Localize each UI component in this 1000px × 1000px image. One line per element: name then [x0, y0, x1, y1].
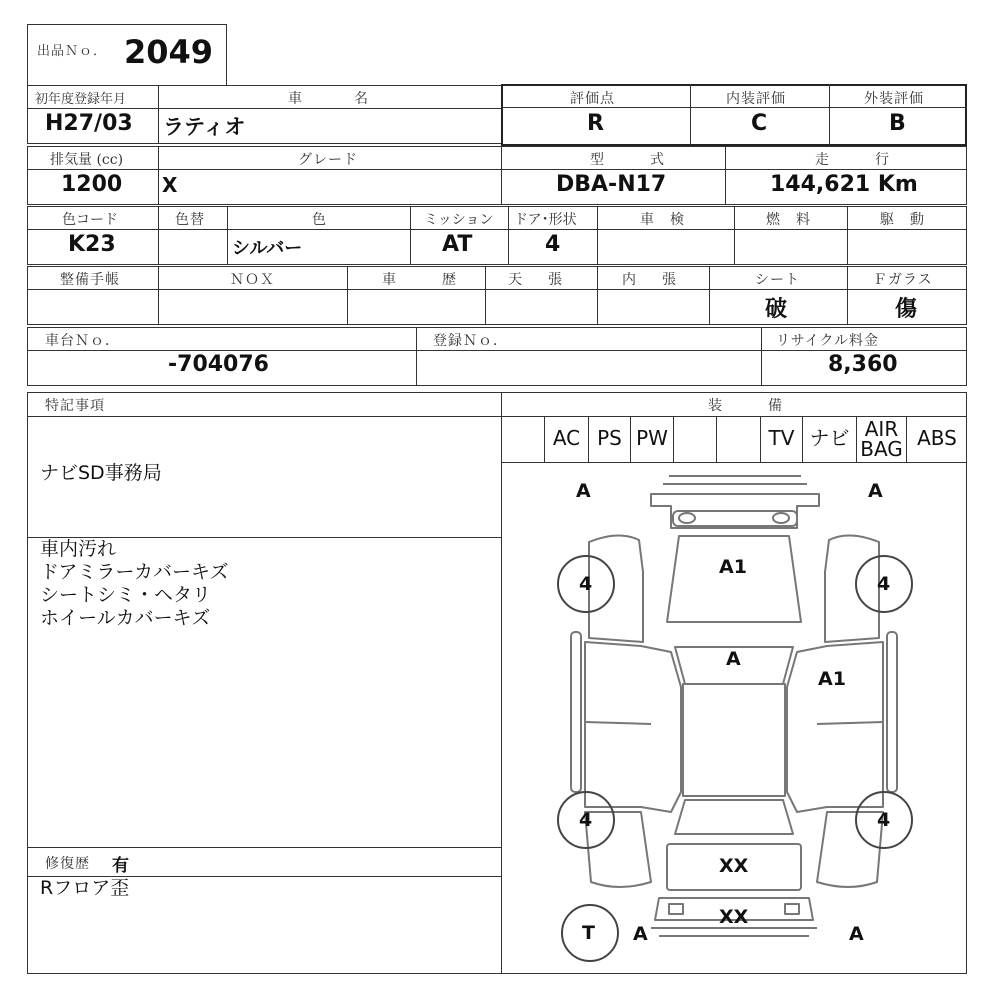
grade-cell	[158, 169, 502, 205]
mark-right-side: A1	[818, 668, 846, 690]
car-diagram	[501, 462, 967, 974]
left-mirror	[571, 632, 581, 792]
regno-cell	[416, 350, 762, 386]
chassis-value: -704076	[168, 352, 269, 377]
roof-outline	[683, 684, 785, 796]
score-divider-2	[829, 84, 830, 146]
left-fender	[589, 535, 643, 642]
displacement-value: 1200	[61, 172, 123, 197]
equip-airbag: AIR BAG	[857, 417, 907, 463]
maint-label: 整備手帳	[60, 272, 120, 288]
fuel-label: 燃 料	[766, 212, 811, 228]
drive-label: 駆 動	[880, 212, 925, 228]
model-value: DBA-N17	[556, 172, 667, 197]
drive-cell	[847, 229, 967, 265]
equip-cell-6	[717, 417, 761, 463]
rear-window-outline	[675, 800, 793, 834]
mark-windshield: A	[726, 648, 741, 670]
score-divider-1	[690, 84, 691, 146]
left-front-door-line	[585, 722, 651, 724]
repair-value: 有	[112, 856, 129, 876]
mark-front-right: A	[868, 480, 883, 502]
repair-label-cell	[27, 847, 502, 877]
left-body	[585, 642, 681, 812]
exterior-score-label: 外装評価	[864, 91, 924, 107]
recycle-label: リサイクル料金	[776, 333, 880, 349]
mark-trunk: XX	[719, 855, 749, 877]
mileage-label: 走 行	[815, 152, 895, 168]
right-front-door-line	[817, 722, 883, 724]
lot-number: 2049	[124, 33, 214, 71]
seat-value: 破	[765, 296, 788, 322]
color-label: 色	[312, 212, 327, 228]
lot-label: 出品Ｎｏ．	[37, 44, 108, 59]
note-line-4: ホイールカバーキズ	[40, 607, 211, 629]
mark-front-left: A	[576, 480, 591, 502]
grade-label: グレード	[298, 152, 358, 168]
score-label: 評価点	[570, 91, 615, 107]
regno-label: 登録Ｎｏ．	[433, 333, 508, 349]
inspection-label: 車 検	[640, 212, 685, 228]
repaint-cell	[158, 229, 228, 265]
glass-value: 傷	[895, 296, 918, 322]
rear-light-right	[785, 904, 799, 914]
rear-light-left	[669, 904, 683, 914]
first-reg-label: 初年度登録年月	[35, 92, 127, 107]
history-label: 車 歴	[382, 272, 462, 288]
equip-cell-5	[674, 417, 717, 463]
interior-score-label: 内装評価	[726, 91, 786, 107]
glass-label: Ｆガラス	[873, 272, 933, 288]
mark-hood: A1	[719, 556, 747, 578]
mileage-value: 144,621 Km	[770, 172, 918, 197]
left-rear-fender	[585, 812, 651, 887]
roof-cell	[485, 289, 598, 325]
hood-outline	[667, 536, 801, 622]
equip-ps: PS	[589, 417, 631, 463]
exterior-score-value: B	[889, 111, 906, 136]
chassis-label: 車台Ｎｏ．	[45, 333, 120, 349]
mark-rear-right: A	[849, 923, 864, 945]
equip-navi: ナビ	[803, 417, 857, 463]
seat-label: シート	[755, 272, 800, 288]
mark-tire-rl: 4	[579, 809, 593, 831]
nox-label: ＮＯＸ	[230, 272, 275, 288]
grade-value: X	[162, 173, 178, 197]
equip-ac: AC	[545, 417, 589, 463]
mark-tire-fl: 4	[579, 573, 593, 595]
recycle-value: 8,360	[828, 352, 898, 377]
roof-label: 天 張	[508, 272, 568, 288]
name-label: 車 名	[288, 91, 376, 107]
first-reg-value: H27/03	[45, 111, 133, 136]
color-code-value: K23	[68, 232, 116, 257]
equip-abs: ABS	[917, 426, 957, 450]
mission-value: AT	[442, 232, 473, 257]
front-emblem-left	[679, 513, 695, 523]
color-code-label: 色コード	[62, 212, 118, 228]
inspection-cell	[597, 229, 735, 265]
history-cell	[347, 289, 486, 325]
front-emblem-right	[773, 513, 789, 523]
mission-label: ミッション	[424, 212, 494, 228]
mark-tire-rr: 4	[877, 809, 891, 831]
displacement-label: 排気量 (cc)	[50, 152, 124, 168]
repair-label: 修復歴	[45, 856, 90, 872]
repair-note: Rフロア歪	[40, 877, 130, 899]
car-name-value: ラティオ	[163, 115, 246, 139]
equip-cell-1	[501, 417, 545, 463]
interior-trim-cell	[597, 289, 710, 325]
door-label: ドア･形状	[514, 212, 577, 228]
equip-pw: PW	[631, 417, 674, 463]
note-line-2: ドアミラーカバーキズ	[40, 561, 229, 583]
nox-cell	[158, 289, 348, 325]
repaint-label: 色替	[175, 212, 205, 228]
fuel-cell	[734, 229, 848, 265]
right-fender	[825, 535, 879, 642]
note-navi: ナビSD事務局	[40, 462, 162, 484]
notes-label: 特記事項	[45, 398, 105, 414]
color-value: シルバー	[232, 238, 303, 259]
interior-trim-label: 内 張	[622, 272, 682, 288]
door-value: 4	[545, 232, 561, 257]
interior-score-value: C	[751, 111, 768, 136]
front-bumper-outline	[651, 476, 819, 528]
mark-rear-left: A	[633, 923, 648, 945]
note-line-1: 車内汚れ	[40, 538, 117, 560]
mark-spare: T	[582, 922, 595, 944]
maint-cell	[27, 289, 159, 325]
equip-tv: TV	[761, 417, 803, 463]
mark-rear-bumper: XX	[719, 906, 749, 928]
note-line-3: シートシミ・ヘタリ	[40, 584, 212, 606]
right-rear-fender	[817, 812, 883, 887]
equipment-label: 装 備	[708, 398, 788, 414]
mark-tire-fr: 4	[877, 573, 891, 595]
score-value: R	[587, 111, 604, 136]
model-label: 型 式	[590, 152, 670, 168]
right-mirror	[887, 632, 897, 792]
